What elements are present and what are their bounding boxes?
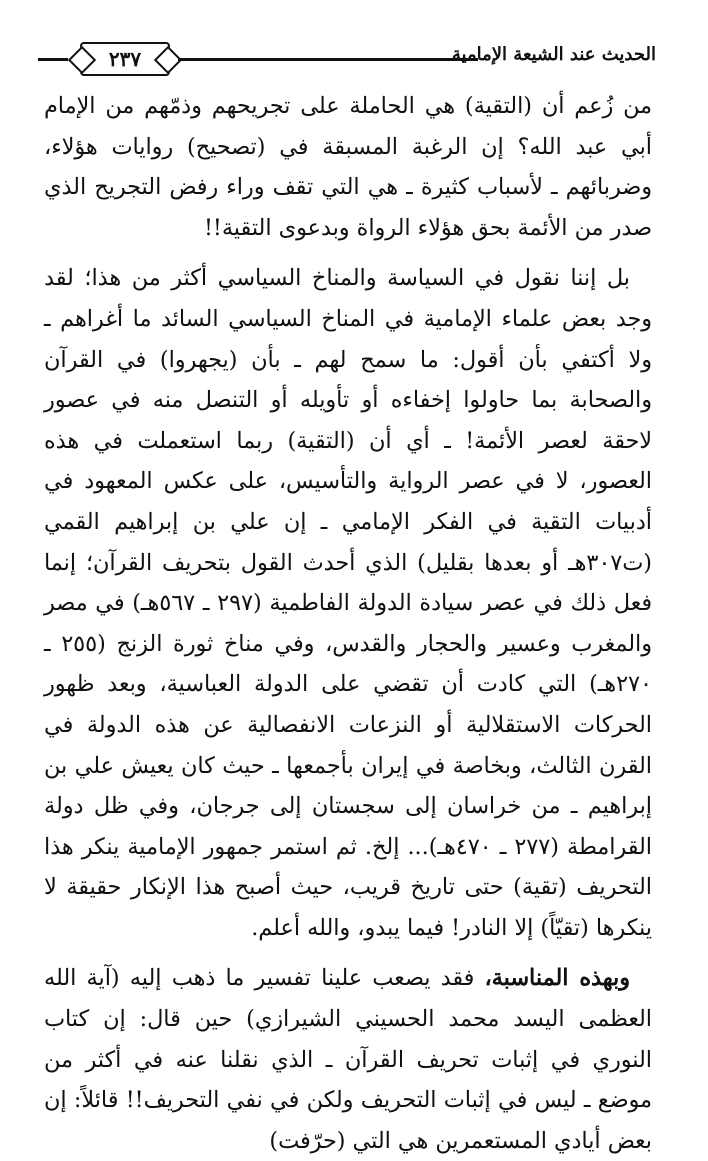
paragraph-3 [44,958,652,1161]
body-text [44,86,652,1161]
paragraph-3-lead: وبهذه المناسبة، [484,965,630,992]
paragraph-1 [44,86,652,248]
paragraph-2-text: بل إننا نقول في السياسة والمناخ السياسي أكثر من هذا؛ لقد وجد بعض علماء الإمامية في المناخ السياسي السائد ما أغراهم ـ ولا أكتفي بأن أقول: ما سمح لهم ـ بأن (يجهروا) في القرآن والصحابة بما حاولوا إخفاءه أو تأويله أو التنصل منه في عصور لاحقة لعصر الأئمة! ـ أي أن (التقية) ربما استعملت في هذه العصور، لا في عصر الرواية والتأسيس، على عكس المعهود في أدبيات التقية في الفكر الإمامي ـ إن علي بن إبراهيم القمي (ت٣٠٧هـ أو بعدها بقليل) الذي أحدث القول بتحريف القرآن؛ إنما فعل ذلك في عصر سيادة الدولة الفاطمية (٢٩٧ ـ ٥٦٧هـ) في مصر والمغرب وعسير والحجار والقدس، وفي مناخ ثورة الزنج (٢٥٥ ـ ٢٧٠هـ) التي كادت أن تقضي على الدولة العباسية، وبعد ظهور الحركات الاستقلالية أو النزعات الانفصالية عن هذه الدولة في القرن الثالث، وبخاصة في إيران بأجمعها ـ حيث كان يعيش علي بن إبراهيم ـ من خراسان إلى سجستان إلى جرجان، وفي ظل دولة القرامطة (٢٧٧ ـ ٤٧٠هـ)... إلخ. ثم استمر جمهور الإمامية ينكر هذا التحريف (تقية) حتى تاريخ قريب، حيث أصبح هذا الإنكار حقيقة لا ينكرها (تقيّاً) إلا النادر! فيما يبدو، والله أعلم. [44,265,653,941]
page-number-badge [80,42,170,76]
paragraph-1-text: من زُعم أن (التقية) هي الحاملة على تجريحهم وذمّهم من الإمام أبي عبد الله؟ إن الرغبة المسبقة في (تصحيح) روايات هؤلاء، وضربائهم ـ لأسباب كثيرة ـ هي التي تقف وراء رفض التجريح الذي صدر من الأئمة بحق هؤلاء الرواة وبدعوى التقية!! [44,93,652,241]
running-title: الحديث عند الشيعة الإمامية [451,44,656,65]
paragraph-3-text: فقد يصعب علينا تفسير ما ذهب إليه (آية الله العظمى اليسد محمد الحسيني الشيرازي) حين قال: إن كتاب النوري في إثبات تحريف القرآن ـ الذي نقلنا عنه في أكثر من موضع ـ ليس في إثبات التحريف ولكن في نفي التحريف!! قائلاً: إن بعض أيادي المستعمرين هي التي (حرّفت) [44,965,652,1154]
header-rule-long [178,58,478,61]
paragraph-2 [44,258,652,948]
page-number: ٢٣٧ [108,47,142,71]
page-header [38,38,656,80]
header-rule-short [38,58,68,61]
